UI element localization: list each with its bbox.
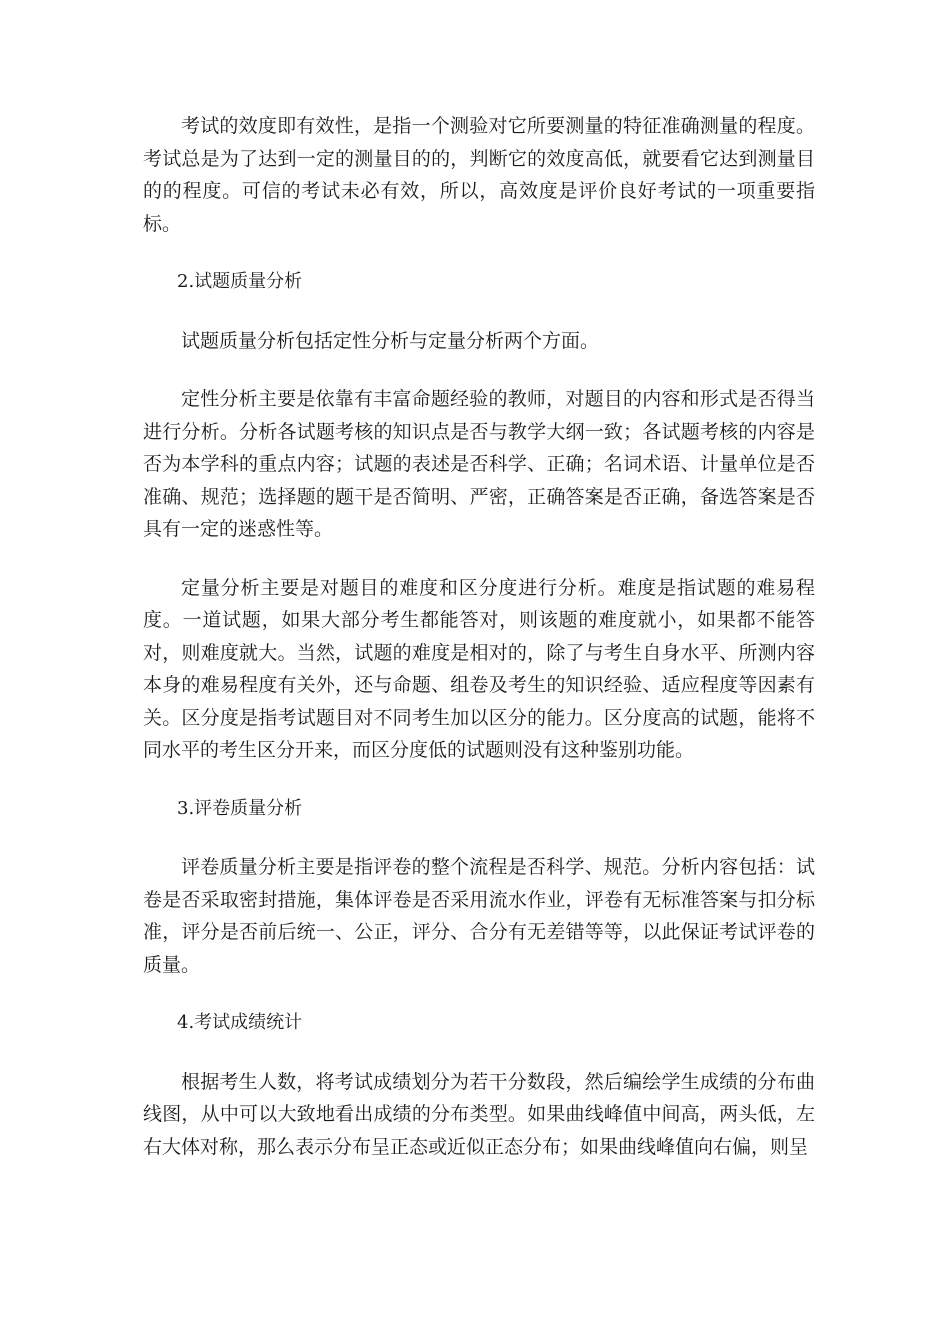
section-heading-item-quality: 2.试题质量分析 (177, 271, 303, 292)
paragraph-marking-quality: 评卷质量分析主要是指评卷的整个流程是否科学、规范。分析内容包括：试卷是否采取密封措施，集体评卷是否采用流水作业，评卷有无标准答案与扣分标准，评分是否前后统一、公正，评分、合分有无差错等等，以此保证考试评卷的质量。 (143, 856, 815, 976)
paragraph-quantitative-analysis: 定量分析主要是对题目的难度和区分度进行分析。难度是指试题的难易程度。一道试题，如果大部分考生都能答对，则该题的难度就小，如果都不能答对，则难度就大。当然，试题的难度是相对的，除了与考生自身水平、所测内容本身的难易程度有关外，还与命题、组卷及考生的知识经验、适应程度等因素有关。区分度是指考试题目对不同考生加以区分的能力。区分度高的试题，能将不同水平的考生区分开来，而区分度低的试题则没有这种鉴别功能。 (143, 576, 815, 761)
paragraph-score-statistics: 根据考生人数，将考试成绩划分为若干分数段，然后编绘学生成绩的分布曲线图，从中可以大致地看出成绩的分布类型。如果曲线峰值中间高，两头低，左右大体对称，那么表示分布呈正态或近似正态分布；如果曲线峰值向右偏，则呈 (143, 1070, 815, 1158)
section-heading-marking-quality: 3.评卷质量分析 (177, 797, 303, 819)
paragraph-qualitative-analysis: 定性分析主要是依靠有丰富命题经验的教师，对题目的内容和形式是否得当进行分析。分析各试题考核的知识点是否与教学大纲一致；各试题考核的内容是否为本学科的重点内容；试题的表述是否科学、正确；名词术语、计量单位是否准确、规范；选择题的题干是否简明、严密，正确答案是否正确，备选答案是否具有一定的迷惑性等。 (143, 388, 815, 540)
paragraph-validity: 考试的效度即有效性，是指一个测验对它所要测量的特征准确测量的程度。考试总是为了达到一定的测量目的的，判断它的效度高低，就要看它达到测量目的的程度。可信的考试未必有效，所以，高效度是评价良好考试的一项重要指标。 (143, 115, 815, 235)
section-heading-score-statistics: 4.考试成绩统计 (177, 1012, 303, 1033)
document-body (143, 110, 815, 1189)
paragraph-item-quality-intro: 试题质量分析包括定性分析与定量分析两个方面。 (181, 329, 600, 352)
